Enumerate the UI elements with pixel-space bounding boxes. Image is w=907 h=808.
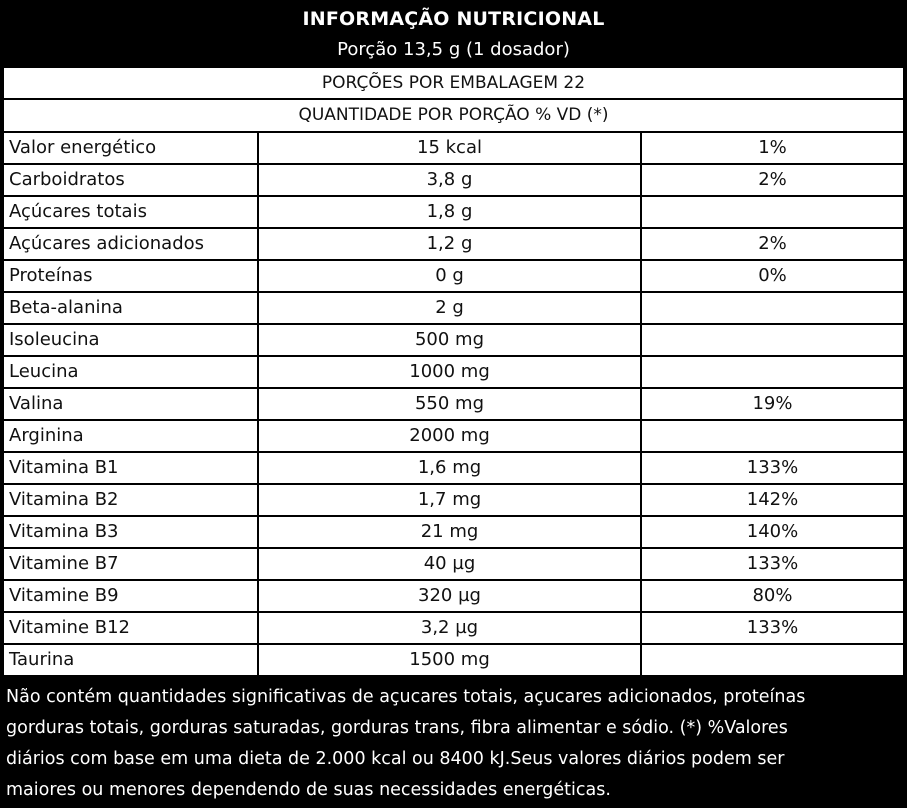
- table-row: [4, 165, 903, 195]
- nutrient-name: Valina: [4, 389, 257, 419]
- nutrient-amount: 40 µg: [259, 549, 640, 579]
- nutrient-daily-value: [642, 357, 903, 387]
- table-row: [4, 421, 903, 451]
- portion-size: Porção 13,5 g (1 dosador): [337, 39, 570, 60]
- footer-note: [0, 680, 907, 808]
- table-row: [4, 229, 903, 259]
- nutrient-name: Arginina: [4, 421, 257, 451]
- table-row: [4, 517, 903, 547]
- nutrient-name: Carboidratos: [4, 165, 257, 195]
- table-row: [4, 357, 903, 387]
- nutrient-daily-value: 80%: [642, 581, 903, 611]
- nutrient-amount: 1,6 mg: [259, 453, 640, 483]
- table-row: [4, 261, 903, 291]
- nutrient-daily-value: 133%: [642, 549, 903, 579]
- nutrient-daily-value: [642, 197, 903, 227]
- nutrient-daily-value: 2%: [642, 229, 903, 259]
- nutrient-amount: 3,8 g: [259, 165, 640, 195]
- table-row: [4, 389, 903, 419]
- table-row: [4, 197, 903, 227]
- nutrient-name: Vitamina B3: [4, 517, 257, 547]
- nutrient-name: Isoleucina: [4, 325, 257, 355]
- nutrient-name: Vitamine B7: [4, 549, 257, 579]
- nutrient-daily-value: 0%: [642, 261, 903, 291]
- nutrient-name: Vitamina B2: [4, 485, 257, 515]
- column-header: QUANTIDADE POR PORÇÃO % VD (*): [4, 100, 903, 131]
- nutrient-name: Vitamina B1: [4, 453, 257, 483]
- nutrient-amount: 320 µg: [259, 581, 640, 611]
- nutrient-amount: 0 g: [259, 261, 640, 291]
- nutrient-daily-value: [642, 325, 903, 355]
- nutrient-amount: 550 mg: [259, 389, 640, 419]
- nutrient-daily-value: [642, 293, 903, 323]
- footer-line: gorduras totais, gorduras saturadas, gorduras trans, fibra alimentar e sódio. (*) %Valores: [6, 718, 788, 738]
- footer-line: Não contém quantidades significativas de açucares totais, açucares adicionados, proteínas: [6, 687, 806, 707]
- nutrient-amount: 21 mg: [259, 517, 640, 547]
- label-header: [0, 0, 907, 67]
- footer-line: diários com base em uma dieta de 2.000 kcal ou 8400 kJ.Seus valores diários podem ser: [6, 749, 785, 769]
- table-row: [4, 293, 903, 323]
- table-row: [4, 133, 903, 163]
- footer-line: maiores ou menores dependendo de suas necessidades energéticas.: [6, 780, 611, 800]
- nutrient-name: Proteínas: [4, 261, 257, 291]
- table-row: [4, 325, 903, 355]
- nutrient-amount: 1,7 mg: [259, 485, 640, 515]
- nutrient-name: Vitamine B9: [4, 581, 257, 611]
- table-row: [4, 613, 903, 643]
- nutrient-daily-value: 19%: [642, 389, 903, 419]
- nutrient-amount: 1,2 g: [259, 229, 640, 259]
- nutrient-amount: 2 g: [259, 293, 640, 323]
- nutrient-name: Açúcares adicionados: [4, 229, 257, 259]
- nutrient-amount: 1,8 g: [259, 197, 640, 227]
- table-row: [4, 645, 903, 675]
- nutrient-name: Valor energético: [4, 133, 257, 163]
- nutrient-name: Vitamine B12: [4, 613, 257, 643]
- label-title: INFORMAÇÃO NUTRICIONAL: [302, 8, 605, 30]
- servings-per-package: PORÇÕES POR EMBALAGEM 22: [4, 68, 903, 98]
- nutrient-name: Açúcares totais: [4, 197, 257, 227]
- nutrient-name: Taurina: [4, 645, 257, 675]
- nutrient-daily-value: [642, 421, 903, 451]
- nutrient-daily-value: 133%: [642, 613, 903, 643]
- nutrient-daily-value: [642, 645, 903, 675]
- nutrient-amount: 2000 mg: [259, 421, 640, 451]
- table-row: [4, 453, 903, 483]
- nutrient-amount: 3,2 µg: [259, 613, 640, 643]
- nutrient-daily-value: 140%: [642, 517, 903, 547]
- nutrient-amount: 15 kcal: [259, 133, 640, 163]
- table-row: [4, 485, 903, 515]
- nutrient-name: Leucina: [4, 357, 257, 387]
- nutrient-name: Beta-alanina: [4, 293, 257, 323]
- table-row: [4, 549, 903, 579]
- nutrient-daily-value: 2%: [642, 165, 903, 195]
- nutrient-daily-value: 1%: [642, 133, 903, 163]
- nutrient-daily-value: 133%: [642, 453, 903, 483]
- nutrient-amount: 500 mg: [259, 325, 640, 355]
- table-row: [4, 581, 903, 611]
- nutrient-amount: 1500 mg: [259, 645, 640, 675]
- nutrient-daily-value: 142%: [642, 485, 903, 515]
- nutrient-amount: 1000 mg: [259, 357, 640, 387]
